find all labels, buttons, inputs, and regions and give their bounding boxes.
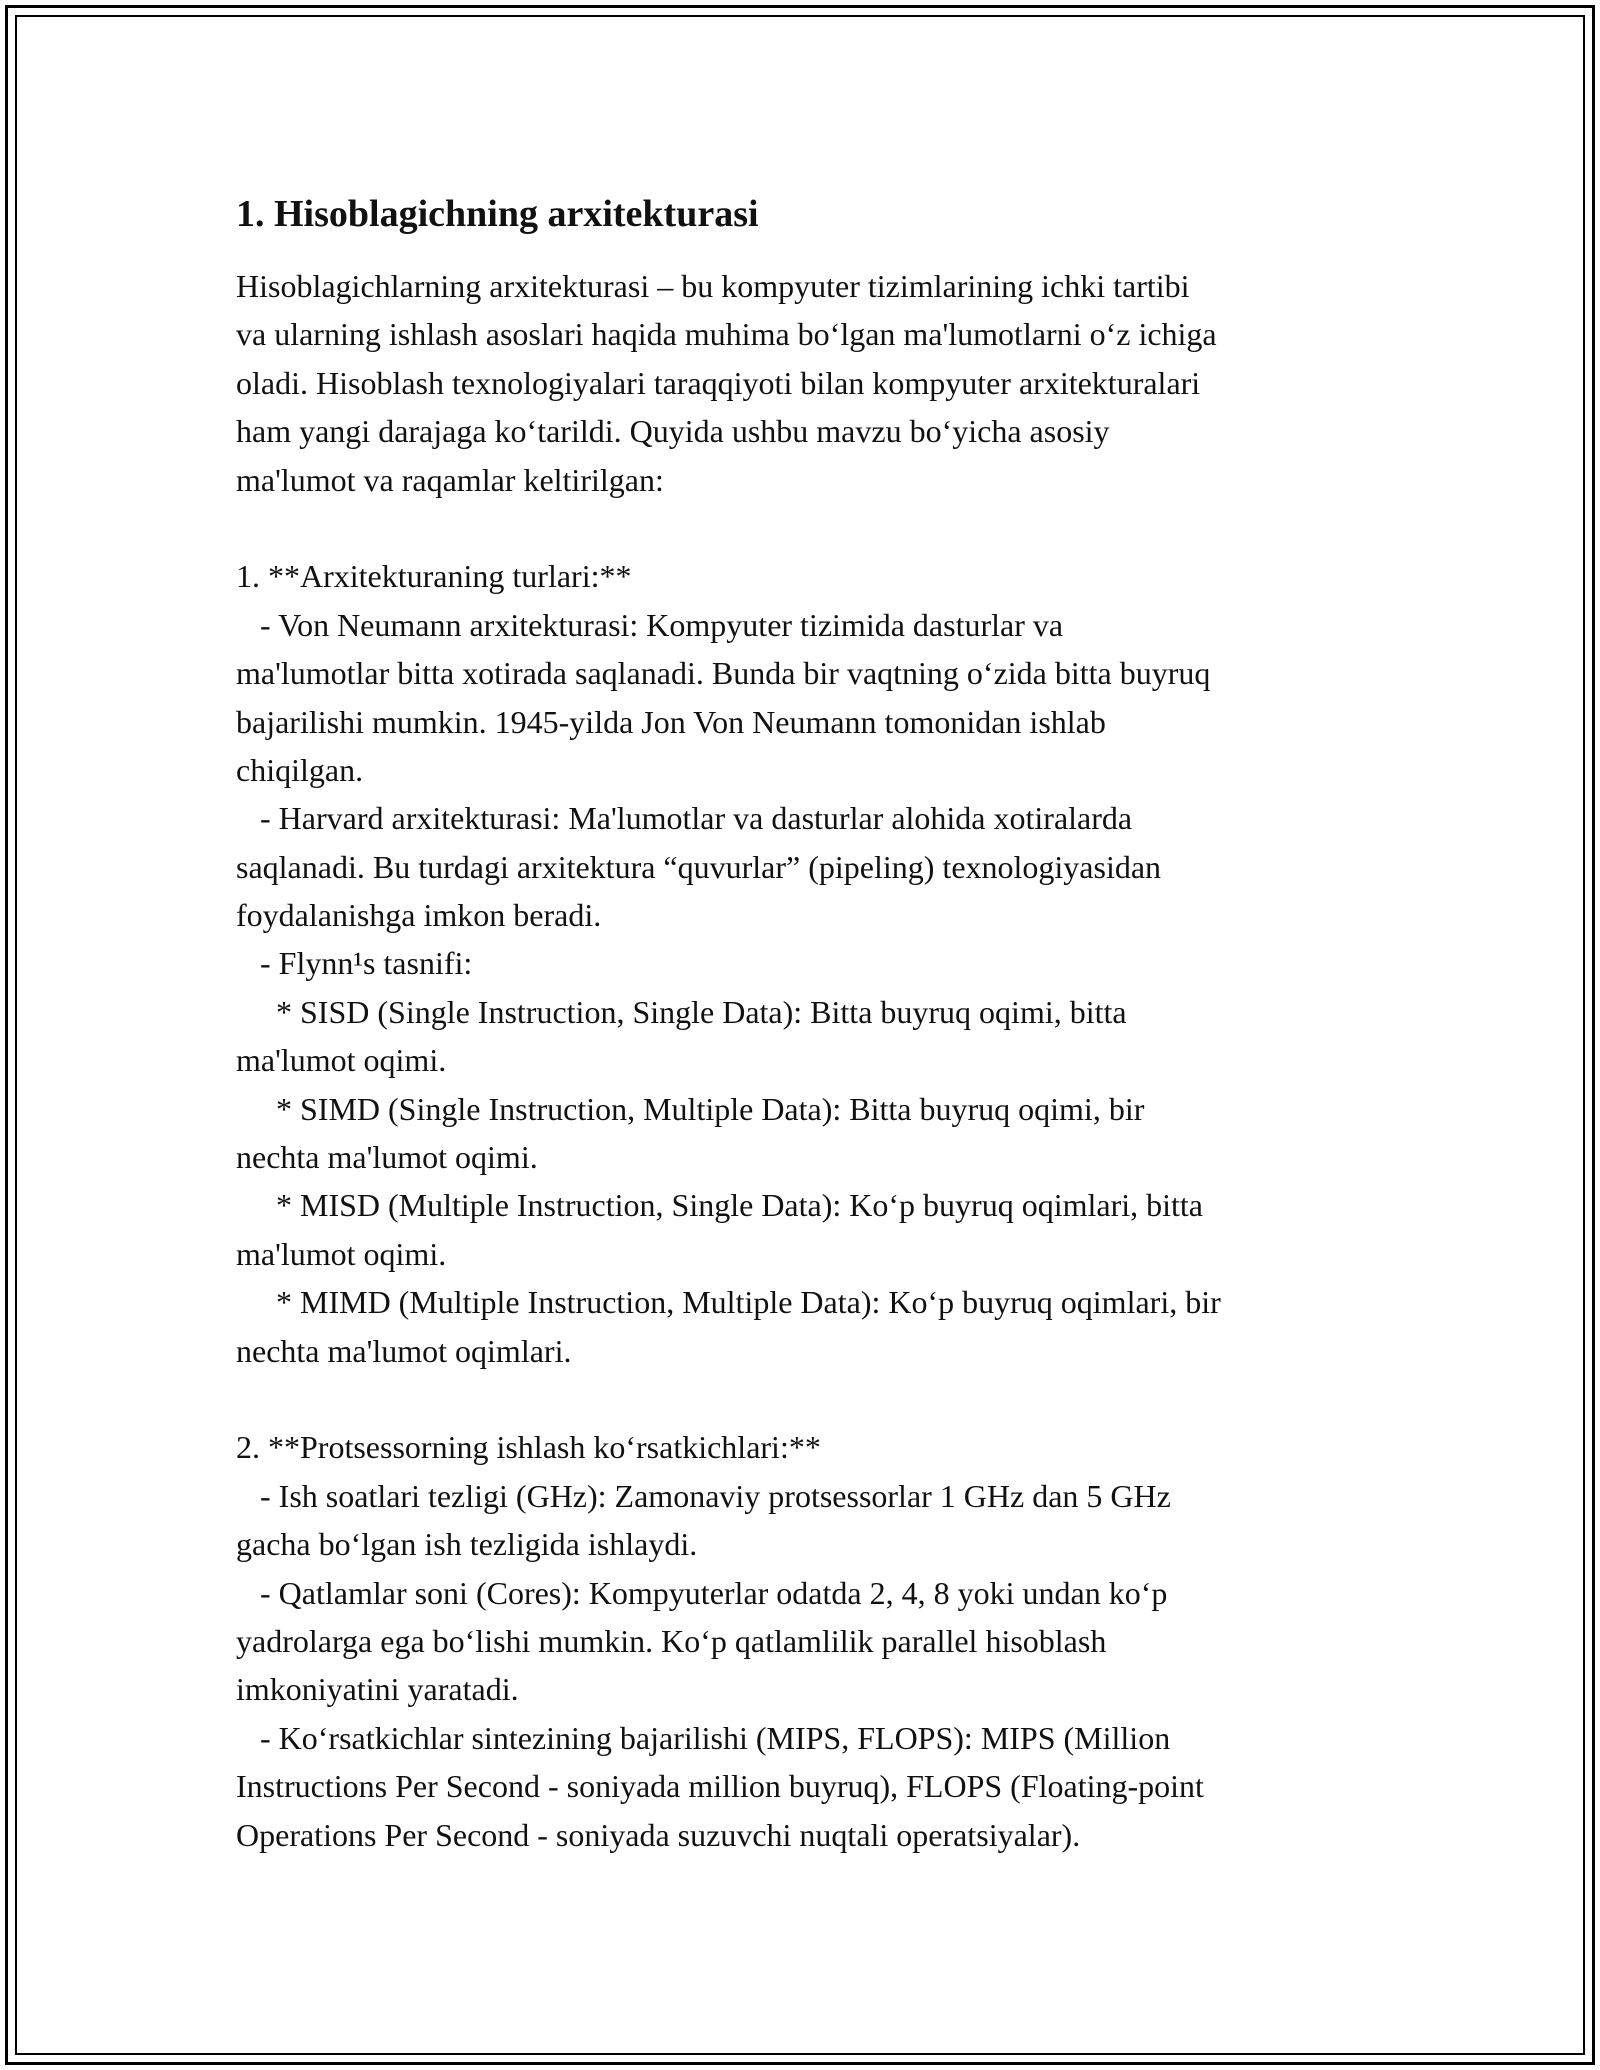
text-line: imkoniyatini yaratadi. bbox=[236, 1671, 519, 1708]
text-line: - Harvard arxitekturasi: Ma'lumotlar va dasturlar alohida xotiralarda bbox=[236, 800, 1133, 837]
text-line: - Qatlamlar soni (Cores): Kompyuterlar odatda 2, 4, 8 yoki undan ko‘p bbox=[236, 1574, 1168, 1611]
text-line: nechta ma'lumot oqimi. bbox=[236, 1139, 538, 1176]
text-line: saqlanadi. Bu turdagi arxitektura “quvurlar” (pipeling) texnologiyasidan bbox=[236, 848, 1162, 885]
text-line: - Flynn¹s tasnifi: bbox=[236, 945, 473, 982]
document-text bbox=[236, 262, 1376, 1859]
blank-line bbox=[236, 1375, 1376, 1423]
text-line: ma'lumot oqimi. bbox=[236, 1042, 447, 1079]
text-line: - Ish soatlari tezligi (GHz): Zamonaviy protsessorlar 1 GHz dan 5 GHz bbox=[236, 1477, 1171, 1514]
text-line: nechta ma'lumot oqimlari. bbox=[236, 1332, 572, 1369]
text-line: foydalanishga imkon beradi. bbox=[236, 897, 602, 934]
text-line: Hisoblagichlarning arxitekturasi – bu kompyuter tizimlarining ichki tartibi bbox=[236, 268, 1190, 304]
section-heading: 1. Hisoblagichning arxitekturasi bbox=[236, 193, 759, 235]
text-line: Instructions Per Second - soniyada million buyruq), FLOPS (Floating-point bbox=[236, 1768, 1204, 1805]
document-body bbox=[236, 190, 1376, 1859]
text-line: * SISD (Single Instruction, Single Data): Bitta buyruq oqimi, bitta bbox=[236, 993, 1127, 1030]
text-line: ham yangi darajaga ko‘tarildi. Quyida ushbu mavzu bo‘yicha asosiy bbox=[236, 413, 1110, 450]
text-line: ma'lumotlar bitta xotirada saqlanadi. Bunda bir vaqtning o‘zida bitta buyruq bbox=[236, 655, 1211, 692]
text-line: gacha bo‘lgan ish tezligida ishlaydi. bbox=[236, 1526, 698, 1563]
text-line: va ularning ishlash asoslari haqida muhima bo‘lgan ma'lumotlarni o‘z ichiga bbox=[236, 316, 1217, 353]
text-line: * MISD (Multiple Instruction, Single Data): Ko‘p buyruq oqimlari, bitta bbox=[236, 1187, 1203, 1224]
text-line: Operations Per Second - soniyada suzuvchi nuqtali operatsiyalar). bbox=[236, 1816, 1081, 1853]
text-line: - Ko‘rsatkichlar sintezining bajarilishi (MIPS, FLOPS): MIPS (Million bbox=[236, 1719, 1171, 1756]
text-line: oladi. Hisoblash texnologiyalari taraqqiyoti bilan kompyuter arxitekturalari bbox=[236, 364, 1201, 401]
text-line: - Von Neumann arxitekturasi: Kompyuter tizimida dasturlar va bbox=[236, 606, 1064, 643]
text-line: ma'lumot oqimi. bbox=[236, 1235, 447, 1272]
text-line: ma'lumot va raqamlar keltirilgan: bbox=[236, 461, 664, 498]
text-line: chiqilgan. bbox=[236, 751, 364, 788]
list-heading-processor-metrics: 2. **Protsessorning ishlash ko‘rsatkichlari:** bbox=[236, 1429, 821, 1466]
text-line: yadrolarga ega bo‘lishi mumkin. Ko‘p qatlamlilik parallel hisoblash bbox=[236, 1622, 1107, 1659]
text-line: * SIMD (Single Instruction, Multiple Data): Bitta buyruq oqimi, bir bbox=[236, 1090, 1145, 1127]
blank-line bbox=[236, 504, 1376, 552]
list-heading-architecture-types: 1. **Arxitekturaning turlari:** bbox=[236, 558, 632, 595]
text-line: bajarilishi mumkin. 1945-yilda Jon Von Neumann tomonidan ishlab bbox=[236, 703, 1106, 740]
text-line: * MIMD (Multiple Instruction, Multiple Data): Ko‘p buyruq oqimlari, bir bbox=[236, 1284, 1221, 1321]
